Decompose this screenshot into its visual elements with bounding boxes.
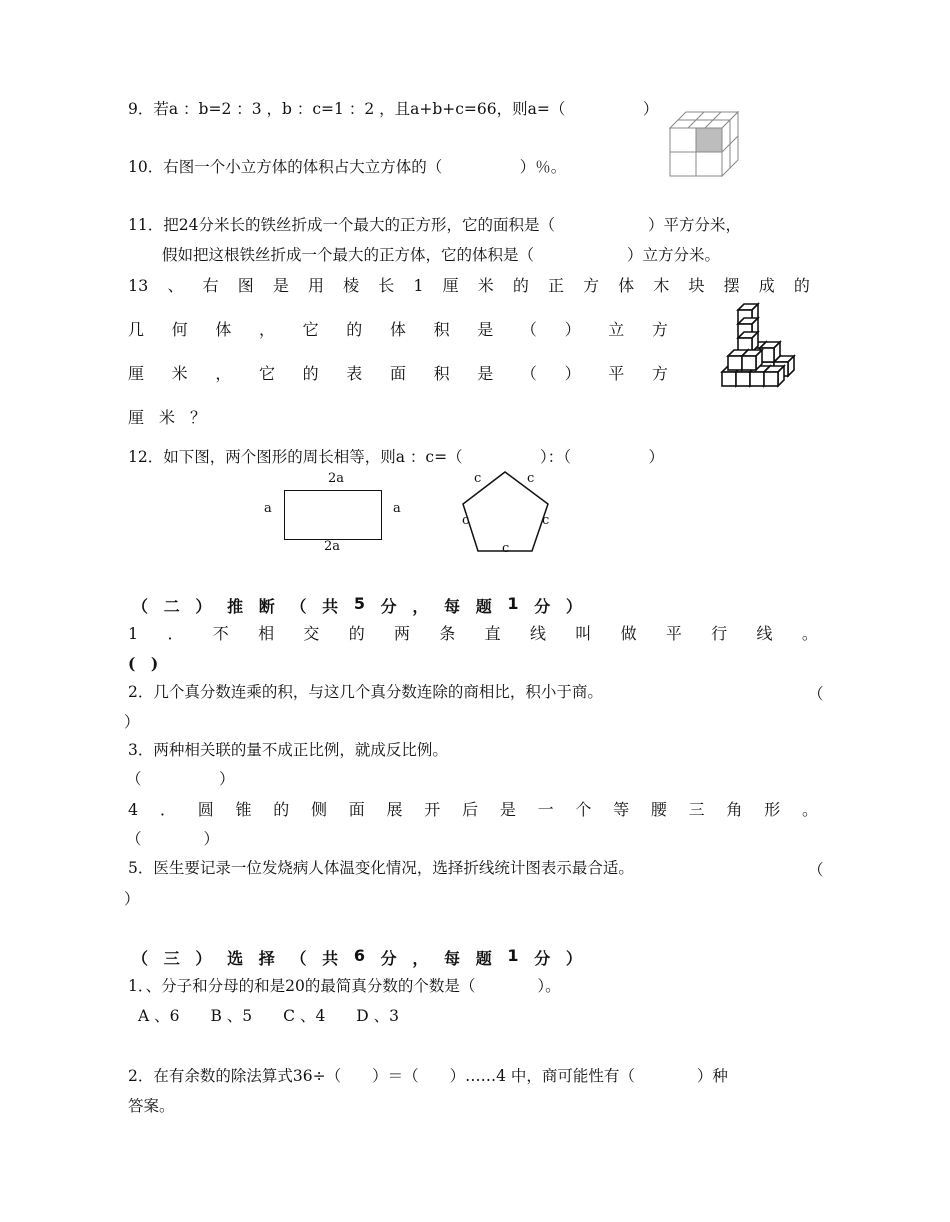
section-2-q4-char: 面 [348,800,365,819]
section-2-q4-char: 腰 [650,800,667,819]
section-2-question-5: 5．医生要记录一位发烧病人体温变化情况，选择折线统计图表示最合适。 [128,859,634,877]
section-2-q4-char: 等 [613,800,630,819]
section-2-question-5-open: （ [808,861,824,879]
section-2-question-4 [128,800,818,820]
section-3-title-char: （ [290,949,307,968]
q13-line4-char: 厘 [128,408,145,427]
cube-face [736,372,750,386]
section-2-title-char: 题 [475,597,492,616]
stacked-cubes-figure [718,302,796,390]
q13-line2-char: 方 [651,320,668,339]
section-3-title [132,946,582,969]
section-2-q1-char: 线 [529,624,546,643]
cube-face [728,356,742,370]
q13-line1-char: 用 [307,276,324,295]
section-2-q1-char: 行 [711,624,728,643]
section-2-q4-char: 后 [462,800,479,819]
section-2-question-2-close: ） [124,713,140,731]
question-10: 10．右图一个小立方体的体积占大立方体的（ ）％。 [128,158,567,176]
section-2-title-char: ， [412,597,429,616]
section-2-q1-char: 1 [128,624,139,643]
section-2-q4-char: 圆 [197,800,214,819]
section-2-title-char: （ [132,597,149,616]
q13-line2-char: 几 [128,320,145,339]
section-2-q1-char: 交 [303,624,320,643]
section-2-title-char: ） [565,597,582,616]
rect-label-left: a [264,501,272,516]
section-2-q1-char: 做 [620,624,637,643]
question-9: 9．若a ：b=2 ：3 ，b ：c=1 ：2 ，且a+b+c=66，则a=（ ） [128,100,659,118]
question-13-line1 [128,276,810,296]
section-3-title-char: 分 [534,949,551,968]
q13-line1-char: 1 [413,276,424,295]
section-2-q4-char: 三 [688,800,705,819]
rect-label-bottom: 2a [324,539,341,554]
section-2-q4-char: 展 [386,800,403,819]
section-3-question-2-line2: 答案。 [128,1097,175,1115]
rect-label-top: 2a [328,471,345,486]
section-3-title-char: 选 [227,949,244,968]
section-3-question-2-line1: 2．在有余数的除法算式36÷（ ）＝（ ）……4 中，商可能性有（ ）种 [128,1067,728,1085]
question-13-line3 [128,364,668,384]
q13-line1-char: 图 [237,276,254,295]
section-2-q4-char: ． [159,800,176,819]
section-2-q1-char: 两 [394,624,411,643]
section-2-q4-char: 的 [273,800,290,819]
section-2-title [132,594,582,617]
section-2-question-2-open: （ [808,685,824,703]
section-2-title-char: 1 [507,594,519,613]
section-2-q1-char: 的 [348,624,365,643]
cube-face [722,372,736,386]
section-2-title-char: 5 [353,594,365,613]
section-2-question-1-paren: ( ) [128,654,159,673]
q13-line1-char: 木 [653,276,670,295]
section-3-title-char: 每 [444,949,461,968]
q13-line2-char: 体 [389,320,406,339]
q13-line3-char: 平 [608,364,625,383]
q13-line2-char: 立 [608,320,625,339]
q13-line4-char: ？ [189,408,206,427]
section-3-title-char: 共 [322,949,339,968]
q13-line1-char: 方 [583,276,600,295]
section-2-q4-char: 侧 [311,800,328,819]
q13-line2-char: 它 [302,320,319,339]
question-13-line4 [128,408,206,428]
q13-line4-char: 米 [158,408,175,427]
q13-line3-char: 面 [389,364,406,383]
q13-line1-char: 的 [793,276,810,295]
section-3-title-char: 分 [380,949,397,968]
section-3-title-char: 1 [507,946,519,965]
section-3-title-char: ， [412,949,429,968]
q13-line3-char: 方 [651,364,668,383]
rect-label-right: a [393,501,401,516]
section-3-title-char: 三 [163,949,180,968]
section-2-question-3-paren: （ ） [126,770,235,788]
section-2-q4-char: 4 [128,800,139,819]
q13-line1-char: 正 [548,276,565,295]
section-3-question-1-options: A 、6 B 、5 C 、4 D 、3 [138,1007,400,1025]
q13-line1-char: 块 [688,276,705,295]
q13-line2-char: ， [258,320,275,339]
section-2-question-2: 2．几个真分数连乘的积，与这几个真分数连除的商相比，积小于商。 [128,683,603,701]
section-3-title-char: ） [565,949,582,968]
q13-line1-char: 厘 [442,276,459,295]
q13-line1-char: 的 [512,276,529,295]
question-11-line2: 假如把这根铁丝折成一个最大的正方体，它的体积是（ ）立方分米。 [162,246,721,264]
section-3-title-char: 择 [258,949,275,968]
section-3-title-char: 6 [353,946,365,965]
q13-line1-char: 长 [378,276,395,295]
section-2-q1-char: 平 [665,624,682,643]
section-2-q1-char: 条 [439,624,456,643]
section-2-q4-char: 开 [424,800,441,819]
section-2-title-char: 推 [227,597,244,616]
q13-line2-char: ） [564,320,581,339]
section-3-title-char: ） [195,949,212,968]
cube-face [764,372,778,386]
section-3-title-char: 题 [475,949,492,968]
q13-line3-char: 米 [171,364,188,383]
section-2-title-char: ） [195,597,212,616]
q13-line1-char: 成 [758,276,775,295]
section-3-title-char: （ [132,949,149,968]
cube-figure [668,110,740,178]
q13-line3-char: 表 [346,364,363,383]
q13-line2-char: （ [520,320,537,339]
section-2-question-3: 3．两种相关联的量不成正比例，就成反比例。 [128,741,448,759]
q13-line1-char: 摆 [723,276,740,295]
q13-line3-char: 是 [477,364,494,383]
pent-label-b: c [502,541,510,556]
cube-face [742,356,756,370]
section-2-q4-char: 。 [801,800,818,819]
pent-label-l: c [462,513,470,528]
question-13-line2 [128,320,668,340]
question-12: 12．如下图，两个图形的周长相等，则a ：c=（ ）：（ ） [128,448,665,466]
section-2-q4-char: 锥 [235,800,252,819]
q13-line3-char: 的 [302,364,319,383]
section-2-q4-char: 个 [575,800,592,819]
section-2-question-5-close: ） [124,890,140,908]
q13-line3-char: 厘 [128,364,145,383]
q13-line1-char: 体 [618,276,635,295]
q13-line1-char: 13 [128,276,149,295]
section-2-q1-char: 不 [212,624,229,643]
section-2-q4-char: 角 [726,800,743,819]
q13-line2-char: 积 [433,320,450,339]
q13-line1-char: 右 [202,276,219,295]
section-2-title-char: 二 [163,597,180,616]
q13-line3-char: 它 [258,364,275,383]
section-2-q4-char: 一 [537,800,554,819]
q13-line1-char: 米 [477,276,494,295]
section-2-q4-char: 是 [499,800,516,819]
q13-line3-char: 积 [433,364,450,383]
section-2-q1-char: 相 [258,624,275,643]
section-2-q1-char: ． [167,624,184,643]
q13-line3-char: ， [215,364,232,383]
rectangle-figure [284,490,382,540]
section-2-q4-char: 形 [764,800,781,819]
q13-line2-char: 的 [346,320,363,339]
section-2-q1-char: 线 [756,624,773,643]
section-2-question-4-paren: （ ） [126,830,220,848]
section-2-title-char: （ [290,597,307,616]
section-2-title-char: 断 [258,597,275,616]
question-11-line1: 11．把24分米长的铁丝折成一个最大的正方形，它的面积是（ ）平方分米， [128,216,741,234]
q13-line1-char: 棱 [343,276,360,295]
section-3-question-1: 1．、分子和分母的和是20的最简真分数的个数是（ ）。 [128,977,561,995]
section-2-q1-char: 。 [801,624,818,643]
pent-label-tr: c [527,471,535,486]
pent-label-r: c [542,513,550,528]
section-2-q1-char: 直 [484,624,501,643]
q13-line2-char: 何 [171,320,188,339]
q13-line3-char: （ [520,364,537,383]
cube-face [750,372,764,386]
q13-line2-char: 是 [477,320,494,339]
q13-line1-char: 是 [272,276,289,295]
q13-line1-char: 、 [167,276,184,295]
q13-line3-char: ） [564,364,581,383]
section-2-title-char: 分 [534,597,551,616]
section-2-q1-char: 叫 [575,624,592,643]
q13-line2-char: 体 [215,320,232,339]
section-2-question-1 [128,624,818,644]
section-2-title-char: 共 [322,597,339,616]
pent-label-tl: c [474,471,482,486]
section-2-title-char: 每 [444,597,461,616]
section-2-title-char: 分 [380,597,397,616]
